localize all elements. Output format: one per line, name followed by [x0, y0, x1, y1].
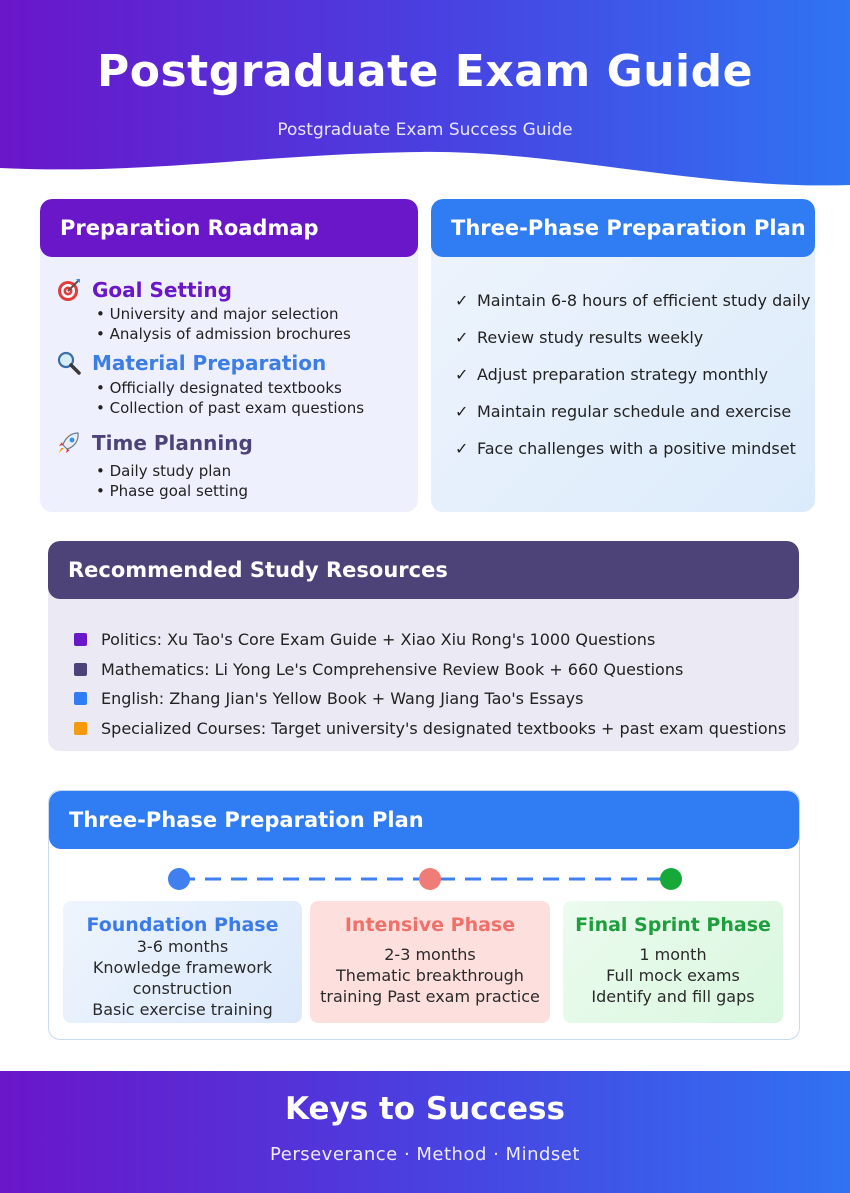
plan-checklist	[455, 291, 810, 476]
page-title: Postgraduate Exam Guide	[97, 46, 753, 97]
timeline-dot-final-sprint	[660, 868, 682, 890]
study-resources-card	[48, 541, 799, 751]
list-item: • University and major selection	[96, 305, 339, 323]
check-icon: ✓	[455, 402, 469, 421]
resources-heading: Recommended Study Resources	[48, 541, 799, 599]
list-item: ✓ Face challenges with a positive mindset	[455, 439, 796, 458]
magnifier-icon	[56, 350, 82, 376]
color-square-icon	[74, 633, 87, 646]
material-preparation-list	[96, 378, 364, 418]
phase-title: Foundation Phase	[86, 914, 279, 936]
footer-subtitle: Perseverance · Method · Mindset	[270, 1144, 580, 1165]
goal-setting-title: Goal Setting	[92, 278, 232, 302]
phases-heading: Three-Phase Preparation Plan	[49, 791, 799, 849]
time-planning-title: Time Planning	[92, 431, 253, 455]
list-item: • Analysis of admission brochures	[96, 325, 351, 343]
check-icon: ✓	[455, 328, 469, 347]
check-icon: ✓	[455, 365, 469, 384]
color-square-icon	[74, 692, 87, 705]
list-item: • Phase goal setting	[96, 482, 248, 500]
list-item: • Daily study plan	[96, 462, 232, 480]
phase-card-final-sprint: Final Sprint Phase 1 month Full mock exams Identify and fill gaps	[563, 901, 783, 1023]
roadmap-section-time-planning	[56, 430, 253, 456]
footer-banner	[0, 1071, 850, 1193]
phase-timeline	[49, 861, 800, 901]
material-preparation-title: Material Preparation	[92, 351, 327, 375]
footer-title: Keys to Success	[285, 1091, 565, 1127]
list-item: ✓ Maintain 6-8 hours of efficient study daily	[455, 291, 811, 310]
goal-setting-list	[96, 304, 351, 344]
roadmap-section-material-preparation	[56, 350, 326, 376]
three-phase-timeline-card	[48, 790, 800, 1040]
color-square-icon	[74, 663, 87, 676]
roadmap-heading: Preparation Roadmap	[40, 199, 418, 257]
list-item: Specialized Courses: Target university's designated textbooks + past exam questions	[74, 714, 786, 744]
rocket-icon	[56, 430, 82, 456]
list-item: ✓ Review study results weekly	[455, 328, 704, 347]
list-item: Mathematics: Li Yong Le's Comprehensive Review Book + 660 Questions	[74, 655, 786, 685]
timeline-dot-intensive	[419, 868, 441, 890]
target-icon	[56, 277, 82, 303]
list-item: English: Zhang Jian's Yellow Book + Wang Jiang Tao's Essays	[74, 684, 786, 714]
roadmap-section-goal-setting	[56, 277, 232, 303]
header-banner	[0, 0, 850, 190]
phase-title: Intensive Phase	[344, 914, 516, 936]
page-subtitle: Postgraduate Exam Success Guide	[277, 120, 573, 140]
list-item: Politics: Xu Tao's Core Exam Guide + Xiao Xiu Rong's 1000 Questions	[74, 625, 786, 655]
preparation-roadmap-card	[40, 199, 418, 512]
time-planning-list	[96, 461, 248, 501]
color-square-icon	[74, 722, 87, 735]
list-item: • Collection of past exam questions	[96, 399, 365, 417]
list-item: ✓ Adjust preparation strategy monthly	[455, 365, 769, 384]
timeline-dot-foundation	[168, 868, 190, 890]
plan-checklist-heading: Three-Phase Preparation Plan	[431, 199, 815, 257]
resources-list	[74, 625, 786, 743]
list-item: ✓ Maintain regular schedule and exercise	[455, 402, 792, 421]
check-icon: ✓	[455, 291, 469, 310]
phase-card-intensive: Intensive Phase 2-3 months Thematic breakthrough training Past exam practice	[310, 901, 550, 1023]
three-phase-plan-checklist-card	[431, 199, 815, 512]
phase-title: Final Sprint Phase	[575, 914, 771, 936]
check-icon: ✓	[455, 439, 469, 458]
phase-card-foundation: Foundation Phase 3-6 months Knowledge framework construction Basic exercise training	[63, 901, 302, 1023]
list-item: • Officially designated textbooks	[96, 379, 342, 397]
